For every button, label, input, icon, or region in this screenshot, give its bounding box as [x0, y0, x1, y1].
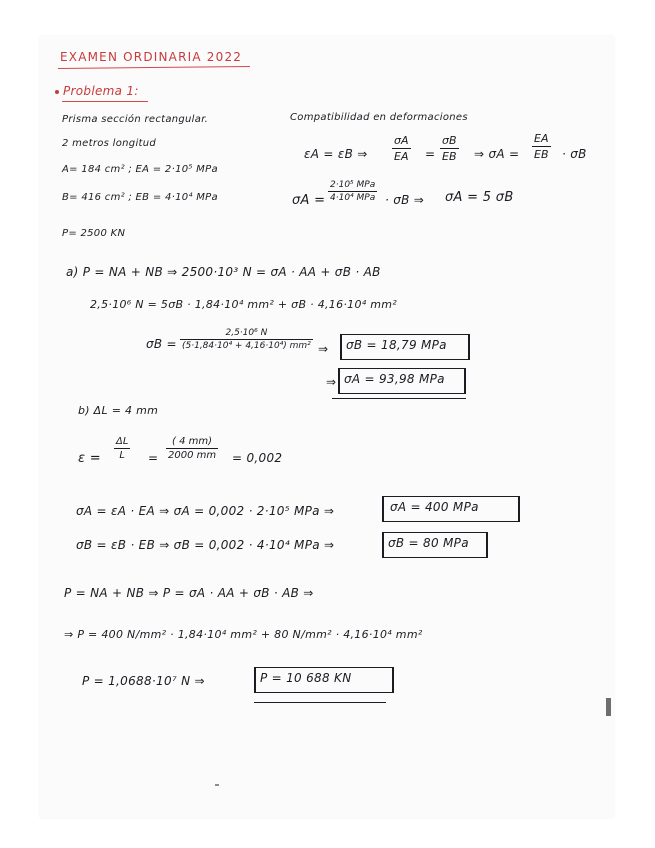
- fraction-numerator: EA: [534, 132, 549, 145]
- fraction-bar: [166, 448, 218, 449]
- sigma-a-tail: · σB ⇒: [385, 193, 425, 207]
- fraction-ea-eb: [532, 132, 551, 161]
- fraction-denominator: EA: [394, 150, 409, 163]
- fraction-denominator: L: [119, 450, 125, 461]
- part-a-line-1: a) P = NA + NB ⇒ 2500·10³ N = σA · AA + σB · AB: [66, 265, 381, 279]
- fraction-strain-def: [114, 436, 130, 461]
- force-line-2: ⇒ P = 400 N/mm² · 1,84·10⁴ mm² + 80 N/mm² · 4,16·10⁴ mm²: [64, 628, 423, 641]
- fraction-numerator: 2,5·10⁶ N: [225, 328, 268, 338]
- force-line-1: P = NA + NB ⇒ P = σA · AA + σB · AB ⇒: [64, 586, 314, 600]
- underline-results: [332, 398, 466, 399]
- sigma-b-label: σB =: [146, 337, 177, 351]
- fraction-bar: [328, 191, 377, 192]
- fraction-numerator: σB: [442, 134, 457, 147]
- part-a-line-2: 2,5·10⁶ N = 5σB · 1,84·10⁴ mm² + σB · 4,16·10⁴ mm²: [90, 298, 398, 311]
- fraction-bar: [180, 339, 313, 340]
- strain-eq-sign: =: [148, 451, 159, 465]
- given-line-2: 2 metros longitud: [62, 138, 157, 149]
- arrow-2: ⇒: [326, 375, 337, 389]
- fraction-numerator: ( 4 mm): [172, 436, 213, 447]
- fraction-numerator: 2·10⁵ MPa: [330, 180, 376, 190]
- fraction-denominator: 2000 mm: [168, 450, 217, 461]
- result-sigma-a-400: σA = 400 MPa: [390, 500, 479, 514]
- problem-heading: Problema 1:: [63, 84, 139, 98]
- sigma-a-calc-line: σA = εA · EA ⇒ σA = 0,002 · 2·10⁵ MPa ⇒: [76, 504, 335, 518]
- fraction-sa-ea: [392, 134, 411, 163]
- strain-value: = 0,002: [232, 451, 283, 465]
- fraction-numerator: ΔL: [116, 436, 129, 447]
- fraction-denominator: EB: [442, 150, 457, 163]
- fraction-denominator: EB: [534, 148, 549, 161]
- result-sigma-b-80: σB = 80 MPa: [388, 536, 469, 550]
- compat-eq-right: ⇒ σA =: [474, 147, 520, 161]
- compat-eq-tail: · σB: [562, 147, 587, 161]
- force-line-3: P = 1,0688·10⁷ N ⇒: [82, 674, 205, 688]
- arrow-1: ⇒: [318, 342, 329, 356]
- given-line-5: P= 2500 KN: [62, 228, 126, 239]
- problem-heading-underline: [62, 101, 148, 102]
- scan-mark: [215, 784, 219, 786]
- fraction-sigma-b: [180, 328, 313, 351]
- fraction-modulus-ratio: [328, 180, 377, 203]
- page-title: EXAMEN ORDINARIA 2022: [60, 50, 243, 64]
- given-line-4: B= 416 cm² ; EB = 4·10⁴ MPa: [62, 192, 218, 203]
- sigma-a-label: σA =: [292, 193, 326, 208]
- part-b-header: b) ΔL = 4 mm: [78, 404, 159, 417]
- compat-eq-mid: =: [425, 147, 436, 161]
- result-sigma-b: σB = 18,79 MPa: [346, 338, 447, 352]
- result-force: P = 10 688 KN: [260, 671, 352, 685]
- sigma-b-calc-line: σB = εB · EB ⇒ σB = 0,002 · 4·10⁴ MPa ⇒: [76, 538, 335, 552]
- given-line-3: A= 184 cm² ; EA = 2·10⁵ MPa: [62, 164, 218, 175]
- fraction-numerator: σA: [394, 134, 409, 147]
- bullet-dot: [55, 90, 59, 94]
- epsilon-label: ε =: [78, 451, 101, 466]
- fraction-denominator: 4·10⁴ MPa: [330, 193, 376, 203]
- fraction-bar: [440, 148, 459, 149]
- given-line-1: Prisma sección rectangular.: [62, 114, 209, 125]
- sigma-a-result: σA = 5 σB: [445, 190, 514, 205]
- underline-force-result: [254, 702, 386, 703]
- result-sigma-a: σA = 93,98 MPa: [344, 372, 445, 386]
- fraction-bar: [392, 148, 411, 149]
- compat-eq-left: εA = εB ⇒: [304, 147, 368, 161]
- fraction-sb-eb: [440, 134, 459, 163]
- fraction-bar: [114, 448, 130, 449]
- compat-heading: Compatibilidad en deformaciones: [290, 112, 468, 123]
- scan-mark: [606, 698, 611, 716]
- fraction-strain-values: [166, 436, 218, 461]
- fraction-denominator: (5·1,84·10⁴ + 4,16·10⁴) mm²: [182, 341, 311, 351]
- fraction-bar: [532, 146, 551, 147]
